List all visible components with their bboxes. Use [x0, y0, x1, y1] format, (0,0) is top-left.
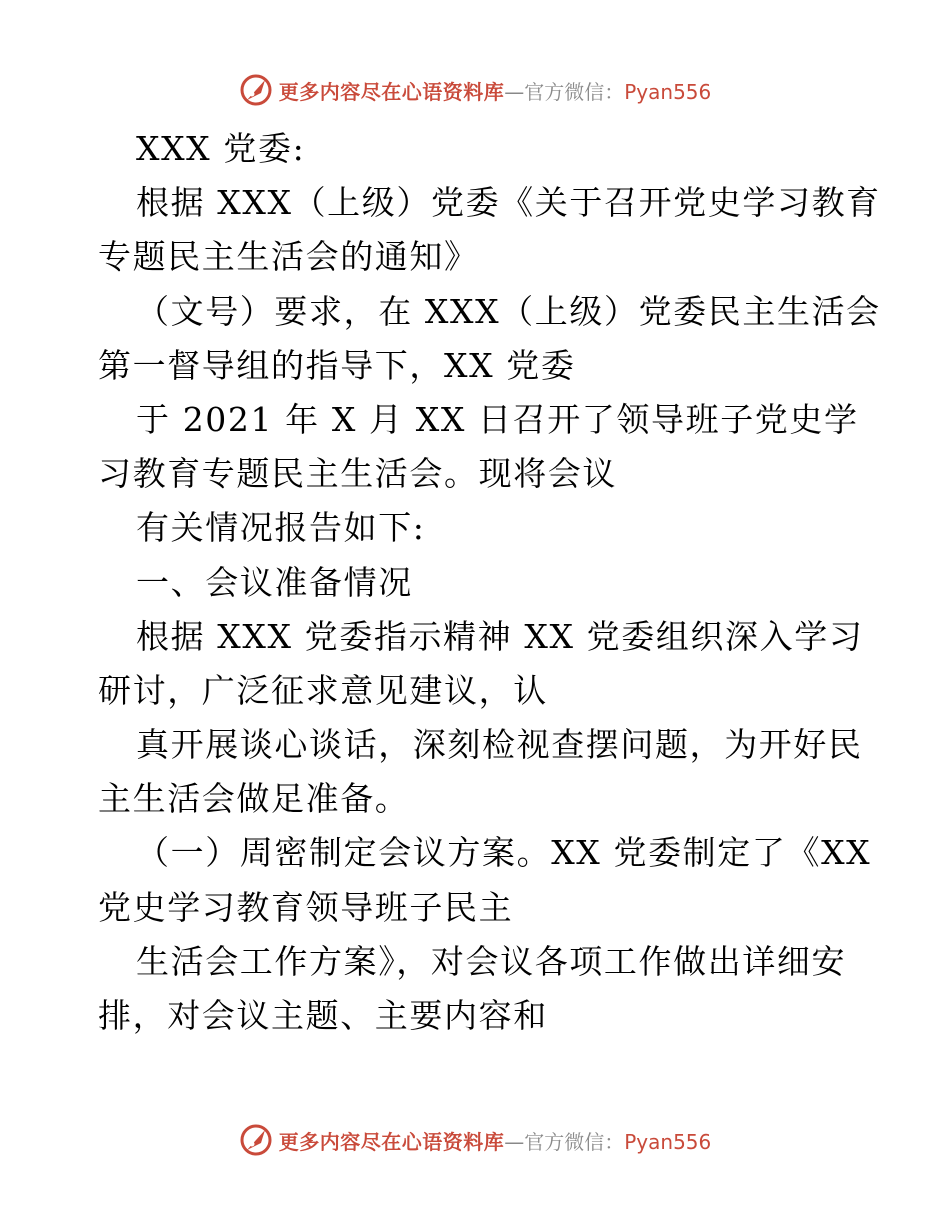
- text-line: 根据 XXX 党委指示精神 XX 党委组织深入学习: [136, 616, 864, 656]
- header-watermark: [0, 70, 950, 110]
- document-body: [98, 122, 881, 1043]
- watermark-dash: —: [504, 1129, 525, 1154]
- text-line: 一、会议准备情况: [136, 562, 413, 602]
- text-line: 排，对会议主题、主要内容和: [98, 996, 548, 1035]
- quill-logo-icon: [239, 73, 273, 107]
- text-line: 专题民主生活会的通知》: [98, 237, 479, 277]
- watermark-wechat-id: Pyan556: [624, 1129, 712, 1154]
- watermark-wechat-label: 官方微信：: [524, 1129, 625, 1154]
- watermark-dash: —: [504, 79, 525, 104]
- text-line: 有关情况报告如下:: [136, 508, 426, 548]
- watermark-wechat-id: Pyan556: [624, 79, 712, 104]
- text-line: 真开展谈心谈话，深刻检视查摆问题，为开好民: [136, 725, 863, 765]
- text-line: XXX 党委:: [136, 129, 306, 168]
- text-line: （文号）要求，在 XXX（上级）党委民主生活会: [136, 291, 881, 331]
- text-line: 习教育专题民主生活会。现将会议: [98, 454, 617, 494]
- watermark-wechat-label: 官方微信：: [524, 79, 625, 104]
- text-line: 主生活会做足准备。: [98, 779, 410, 819]
- text-line: 第一督导组的指导下，XX 党委: [98, 345, 576, 385]
- text-line: 研讨，广泛征求意见建议，认: [98, 670, 548, 710]
- text-line: 根据 XXX（上级）党委《关于召开党史学习教育: [136, 183, 881, 223]
- text-line: 于 2021 年 X 月 XX 日召开了领导班子党史学: [136, 399, 859, 439]
- footer-watermark: [0, 1120, 950, 1160]
- text-line: 生活会工作方案》，对会议各项工作做出详细安: [136, 941, 847, 981]
- watermark-site-name: 更多内容尽在心语资料库: [278, 79, 505, 104]
- text-line: （一）周密制定会议方案。XX 党委制定了《XX: [136, 833, 872, 873]
- watermark-site-name: 更多内容尽在心语资料库: [278, 1129, 505, 1154]
- quill-logo-icon: [239, 1123, 273, 1157]
- text-line: 党史学习教育领导班子民主: [98, 887, 514, 927]
